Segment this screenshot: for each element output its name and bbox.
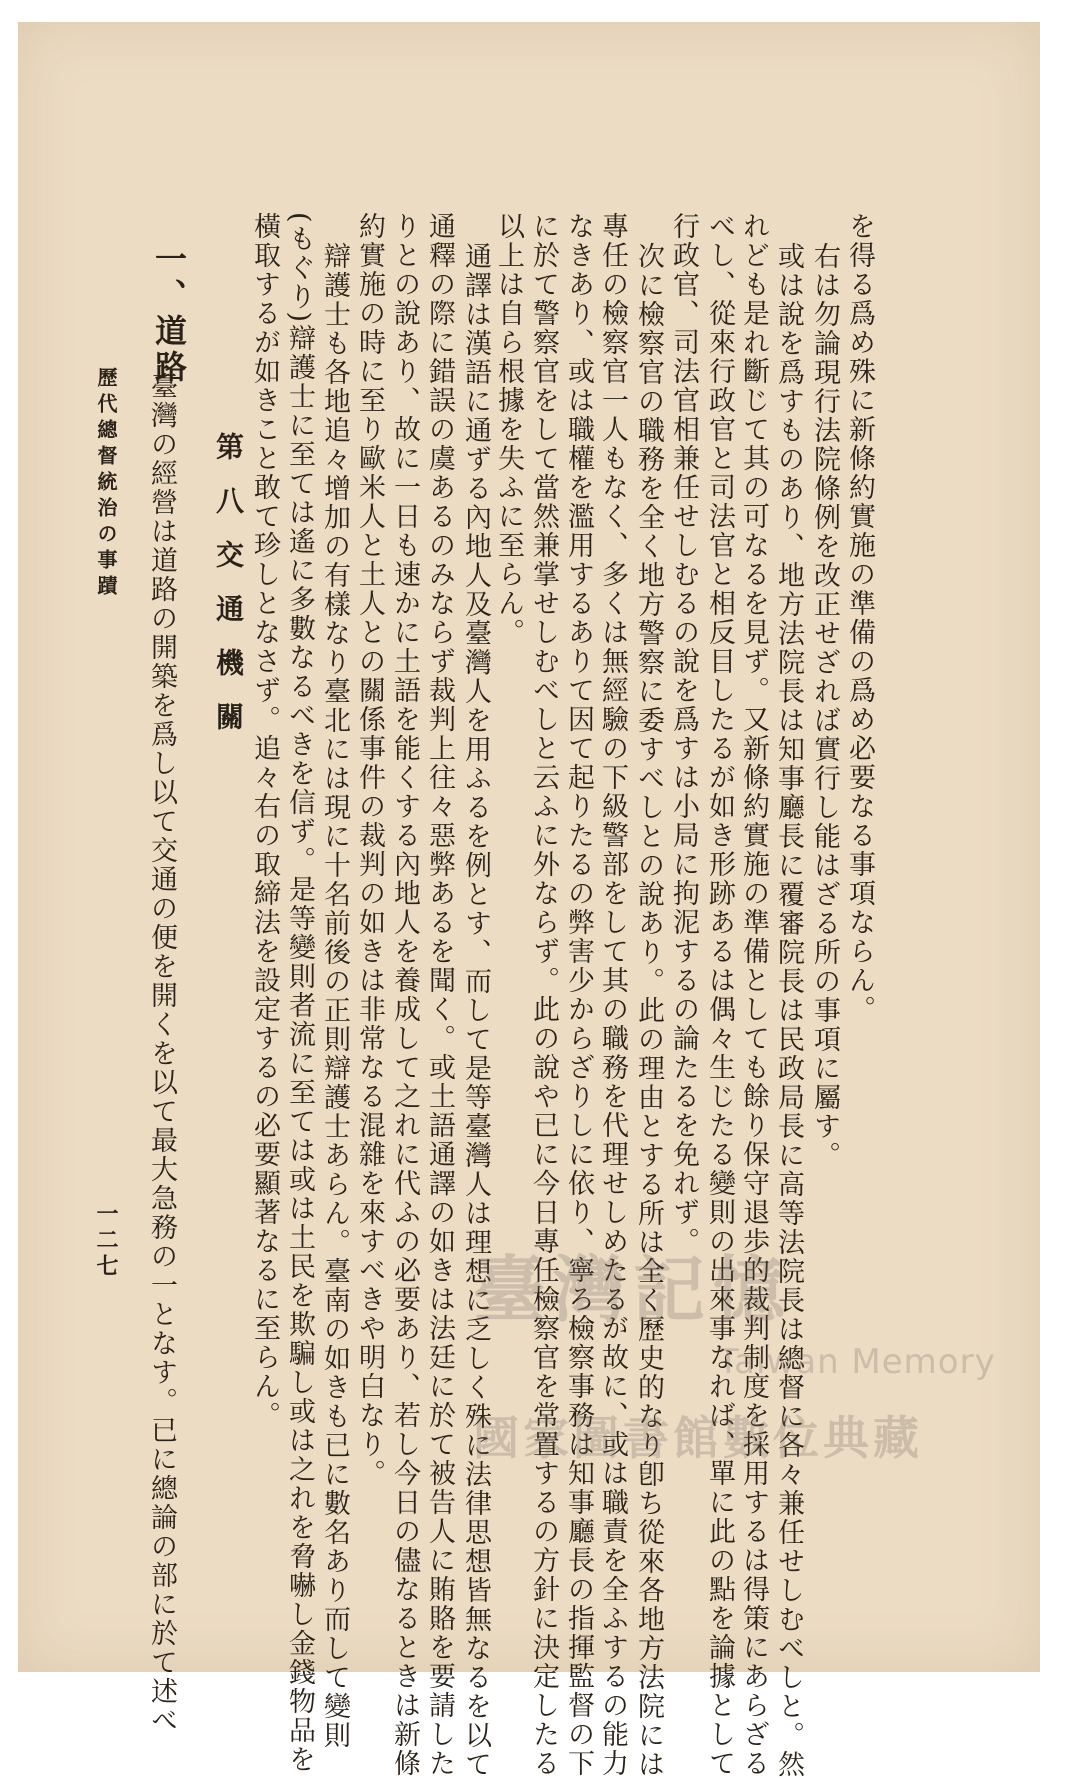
text-line: れども是れ斷じて其の可なるを見ず。又新條約實施の準備としても餘り保守退歩的裁判制度を採用するは得策にあらざる	[738, 212, 769, 1778]
text-line: (もぐり)辯護士に至ては遙に多數なるべきを信ず。是等變則者流に至ては或は土民を欺騙し或は之れを脅嚇し金錢物品を	[284, 212, 315, 1775]
watermark-subtitle: 國家圖書館數位典藏	[473, 1411, 923, 1465]
section-title: 一、道路	[150, 242, 188, 386]
text-line: 約實施の時に至り歐米人と土人との關係事件の裁判の如きは非常なる混雜を來すべきや明白なり。	[354, 212, 385, 1488]
text-line: 以上は自ら根據を失ふに至らん。	[493, 212, 524, 647]
text-line: 辯護士も各地追々增加の有樣なり臺北には現に十名前後の正則辯護士あらん。臺南の如きも已に數名あり而して變則	[319, 242, 350, 1750]
text-line: 次に檢察官の職務を全く地方警察に委すべしとの說あり。此の理由とする所は全く歷史的なり卽ち從來各地方法院には	[633, 242, 664, 1779]
watermark-english: Taiwan Memory	[718, 1342, 996, 1382]
text-line: 右は勿論現行法院條例を改正せざれば實行し能はざる所の事項に屬す。	[809, 242, 840, 1170]
text-line: りとの說あり、故に一日も速かに土語を能くする內地人を養成して之れに代ふの必要あり、若し今日の儘なるときは新條	[389, 212, 420, 1778]
section-text: 臺灣の經營は道路の開築を爲し以て交通の便を開くを以て最大急務の一となす。已に總論の部に於て述べ	[146, 372, 177, 1735]
text-line: べし、從來行政官と司法官と相反目したるが如き形跡あるは偶々生じたる變則の出來事なれば、單に此の點を論據として	[704, 212, 735, 1778]
chapter-heading: 第八交通機關	[212, 432, 245, 756]
page-number: 一二七	[93, 1202, 119, 1280]
text-line: を得る爲め殊に新條約實施の準備の爲め必要なる事項ならん。	[844, 212, 875, 1024]
running-header: 歷代總督統治の事蹟	[94, 367, 118, 601]
watermark-logo: 臺灣記憶	[473, 1248, 794, 1332]
text-line: 或は說を爲すものあり、地方法院長は知事廳長に覆審院長は民政局長に高等法院長は總督に各々兼任せしむべしと。然	[773, 242, 804, 1779]
text-line: 橫取するが如きこと敢て珍しとなさず。追々右の取締法を設定するの必要顯著なるに至らん。	[249, 212, 280, 1430]
text-line: 專任の檢察官一人もなく、多くは無經驗の下級警部をして其の職務を代理せしめたるが故に、或は職責を全ふするの能力	[597, 212, 628, 1778]
text-line: 行政官、司法官相兼任せしむるの說を爲すは小局に拘泥するの論たるを免れず。	[668, 212, 699, 1256]
scanned-page	[18, 22, 1040, 1779]
text-line: 通釋の際に錯誤の虞あるのみならず裁判上往々惡弊あるを聞く。或土語通譯の如きは法廷に於て被告人に賄賂を要請した	[424, 212, 455, 1778]
text-line: に於て警察官をして當然兼掌せしむべしと云ふに外ならず。此の說や已に今日專任檢察官を常置するの方針に決定したる	[528, 212, 559, 1778]
text-line: なきあり、或は職權を濫用するありて因て起りたるの弊害少からざりしに依り、寧ろ檢察事務は知事廳長の指揮監督の下	[563, 212, 594, 1778]
text-line: 通譯は漢語に通ずる內地人及臺灣人を用ふるを例とす、而して是等臺灣人は理想に乏しく殊に法律思想皆無なるを以て	[460, 242, 491, 1779]
